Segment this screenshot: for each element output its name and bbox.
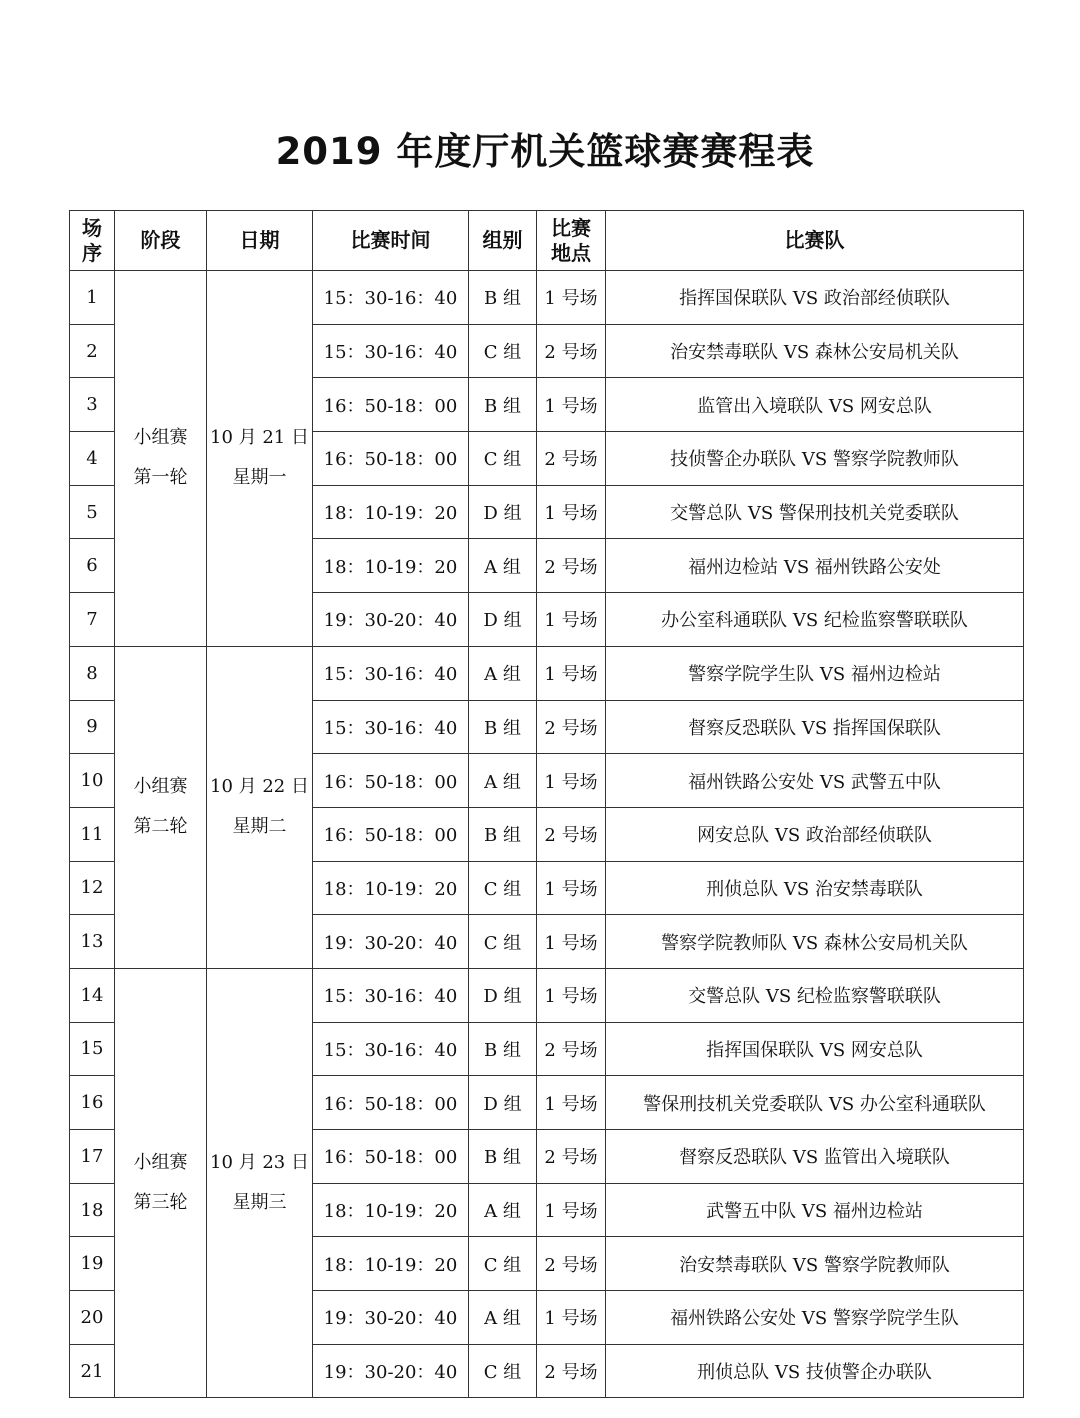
- cell-date: [207, 646, 313, 968]
- cell-group: B 组: [469, 378, 537, 432]
- cell-time: 16：50-18：00: [313, 1076, 469, 1130]
- header-seq-line2: 序: [82, 240, 102, 265]
- cell-venue: 1 号场: [537, 754, 606, 808]
- cell-venue: 2 号场: [537, 700, 606, 754]
- cell-time: 18：10-19：20: [313, 1183, 469, 1237]
- cell-seq: 16: [70, 1076, 115, 1130]
- header-teams: 比赛队: [606, 211, 1024, 271]
- cell-venue: 2 号场: [537, 1130, 606, 1184]
- cell-teams: 办公室科通联队 VS 纪检监察警联联队: [606, 593, 1024, 647]
- cell-time: 16：50-18：00: [313, 432, 469, 486]
- cell-teams: 刑侦总队 VS 治安禁毒联队: [606, 861, 1024, 915]
- cell-teams: 刑侦总队 VS 技侦警企办联队: [606, 1344, 1024, 1398]
- schedule-body: [70, 271, 1024, 1398]
- cell-venue: 1 号场: [537, 1291, 606, 1345]
- cell-teams: 警保刑技机关党委联队 VS 办公室科通联队: [606, 1076, 1024, 1130]
- cell-time: 15：30-16：40: [313, 324, 469, 378]
- header-group: 组别: [469, 211, 537, 271]
- table-header-row: [70, 211, 1024, 271]
- cell-time: 19：30-20：40: [313, 1291, 469, 1345]
- cell-seq: 14: [70, 968, 115, 1022]
- cell-teams: 福州边检站 VS 福州铁路公安处: [606, 539, 1024, 593]
- cell-group: C 组: [469, 432, 537, 486]
- cell-teams: 督察反恐联队 VS 监管出入境联队: [606, 1130, 1024, 1184]
- cell-venue: 1 号场: [537, 378, 606, 432]
- table-row: [70, 646, 1024, 700]
- cell-time: 18：10-19：20: [313, 485, 469, 539]
- cell-group: C 组: [469, 915, 537, 969]
- header-venue: [537, 211, 606, 271]
- cell-group: C 组: [469, 1237, 537, 1291]
- cell-teams: 治安禁毒联队 VS 森林公安局机关队: [606, 324, 1024, 378]
- cell-stage: [115, 271, 207, 647]
- cell-group: C 组: [469, 861, 537, 915]
- cell-seq: 3: [70, 378, 115, 432]
- cell-group: C 组: [469, 324, 537, 378]
- cell-group: D 组: [469, 485, 537, 539]
- cell-venue: 1 号场: [537, 915, 606, 969]
- cell-venue: 2 号场: [537, 1344, 606, 1398]
- cell-seq: 11: [70, 807, 115, 861]
- stage-line: 小组赛: [133, 427, 188, 449]
- cell-venue: 1 号场: [537, 593, 606, 647]
- header-seq: [70, 211, 115, 271]
- cell-seq: 10: [70, 754, 115, 808]
- cell-seq: 19: [70, 1237, 115, 1291]
- cell-venue: 2 号场: [537, 324, 606, 378]
- cell-group: B 组: [469, 1130, 537, 1184]
- cell-teams: 指挥国保联队 VS 网安总队: [606, 1022, 1024, 1076]
- cell-venue: 1 号场: [537, 861, 606, 915]
- cell-group: D 组: [469, 1076, 537, 1130]
- stage-line: 第二轮: [133, 816, 188, 838]
- cell-time: 15：30-16：40: [313, 700, 469, 754]
- cell-group: B 组: [469, 700, 537, 754]
- cell-teams: 警察学院教师队 VS 森林公安局机关队: [606, 915, 1024, 969]
- cell-stage: [115, 968, 207, 1398]
- table-row: [70, 968, 1024, 1022]
- cell-group: A 组: [469, 1183, 537, 1237]
- cell-seq: 5: [70, 485, 115, 539]
- cell-time: 19：30-20：40: [313, 593, 469, 647]
- stage-line: 小组赛: [133, 776, 188, 798]
- stage-line: 小组赛: [133, 1152, 188, 1174]
- cell-teams: 网安总队 VS 政治部经侦联队: [606, 807, 1024, 861]
- cell-teams: 警察学院学生队 VS 福州边检站: [606, 646, 1024, 700]
- cell-seq: 12: [70, 861, 115, 915]
- cell-venue: 2 号场: [537, 807, 606, 861]
- cell-date: [207, 968, 313, 1398]
- cell-venue: 2 号场: [537, 432, 606, 486]
- stage-line: 第一轮: [133, 467, 188, 489]
- cell-time: 15：30-16：40: [313, 271, 469, 325]
- cell-venue: 1 号场: [537, 968, 606, 1022]
- cell-venue: 1 号场: [537, 485, 606, 539]
- cell-teams: 武警五中队 VS 福州边检站: [606, 1183, 1024, 1237]
- header-stage: 阶段: [115, 211, 207, 271]
- cell-venue: 1 号场: [537, 646, 606, 700]
- cell-stage: [115, 646, 207, 968]
- cell-teams: 交警总队 VS 警保刑技机关党委联队: [606, 485, 1024, 539]
- header-seq-line1: 场: [82, 215, 102, 240]
- header-time: 比赛时间: [313, 211, 469, 271]
- cell-group: A 组: [469, 646, 537, 700]
- cell-time: 18：10-19：20: [313, 539, 469, 593]
- cell-venue: 2 号场: [537, 1237, 606, 1291]
- cell-teams: 指挥国保联队 VS 政治部经侦联队: [606, 271, 1024, 325]
- cell-seq: 6: [70, 539, 115, 593]
- cell-group: B 组: [469, 1022, 537, 1076]
- date-line: 10 月 22 日: [210, 776, 309, 798]
- cell-time: 18：10-19：20: [313, 861, 469, 915]
- cell-teams: 督察反恐联队 VS 指挥国保联队: [606, 700, 1024, 754]
- cell-venue: 2 号场: [537, 1022, 606, 1076]
- date-line: 10 月 21 日: [210, 427, 309, 449]
- schedule-table: [69, 210, 1024, 1398]
- cell-seq: 8: [70, 646, 115, 700]
- cell-group: D 组: [469, 593, 537, 647]
- cell-seq: 20: [70, 1291, 115, 1345]
- cell-teams: 治安禁毒联队 VS 警察学院教师队: [606, 1237, 1024, 1291]
- cell-group: D 组: [469, 968, 537, 1022]
- cell-venue: 2 号场: [537, 539, 606, 593]
- cell-time: 16：50-18：00: [313, 378, 469, 432]
- header-date: 日期: [207, 211, 313, 271]
- cell-time: 16：50-18：00: [313, 1130, 469, 1184]
- cell-group: B 组: [469, 807, 537, 861]
- cell-group: A 组: [469, 754, 537, 808]
- cell-time: 16：50-18：00: [313, 807, 469, 861]
- cell-teams: 福州铁路公安处 VS 警察学院学生队: [606, 1291, 1024, 1345]
- cell-time: 19：30-20：40: [313, 1344, 469, 1398]
- cell-time: 15：30-16：40: [313, 968, 469, 1022]
- date-line: 10 月 23 日: [210, 1152, 309, 1174]
- cell-time: 19：30-20：40: [313, 915, 469, 969]
- header-venue-line2: 地点: [551, 240, 591, 265]
- cell-seq: 1: [70, 271, 115, 325]
- cell-seq: 18: [70, 1183, 115, 1237]
- date-line: 星期三: [232, 1192, 287, 1214]
- header-venue-line1: 比赛: [551, 215, 591, 240]
- cell-seq: 2: [70, 324, 115, 378]
- cell-venue: 1 号场: [537, 1076, 606, 1130]
- cell-time: 18：10-19：20: [313, 1237, 469, 1291]
- page-title: 2019 年度厅机关篮球赛赛程表: [275, 130, 815, 173]
- cell-teams: 技侦警企办联队 VS 警察学院教师队: [606, 432, 1024, 486]
- cell-date: [207, 271, 313, 647]
- cell-seq: 7: [70, 593, 115, 647]
- table-row: [70, 271, 1024, 325]
- cell-time: 15：30-16：40: [313, 1022, 469, 1076]
- cell-group: C 组: [469, 1344, 537, 1398]
- cell-group: A 组: [469, 1291, 537, 1345]
- cell-seq: 9: [70, 700, 115, 754]
- cell-seq: 13: [70, 915, 115, 969]
- cell-seq: 4: [70, 432, 115, 486]
- cell-time: 16：50-18：00: [313, 754, 469, 808]
- cell-time: 15：30-16：40: [313, 646, 469, 700]
- cell-seq: 17: [70, 1130, 115, 1184]
- date-line: 星期一: [232, 467, 287, 489]
- cell-teams: 交警总队 VS 纪检监察警联联队: [606, 968, 1024, 1022]
- cell-venue: 1 号场: [537, 271, 606, 325]
- cell-teams: 福州铁路公安处 VS 武警五中队: [606, 754, 1024, 808]
- cell-seq: 15: [70, 1022, 115, 1076]
- date-line: 星期二: [232, 816, 287, 838]
- cell-venue: 1 号场: [537, 1183, 606, 1237]
- stage-line: 第三轮: [133, 1192, 188, 1214]
- cell-group: B 组: [469, 271, 537, 325]
- cell-group: A 组: [469, 539, 537, 593]
- cell-seq: 21: [70, 1344, 115, 1398]
- cell-teams: 监管出入境联队 VS 网安总队: [606, 378, 1024, 432]
